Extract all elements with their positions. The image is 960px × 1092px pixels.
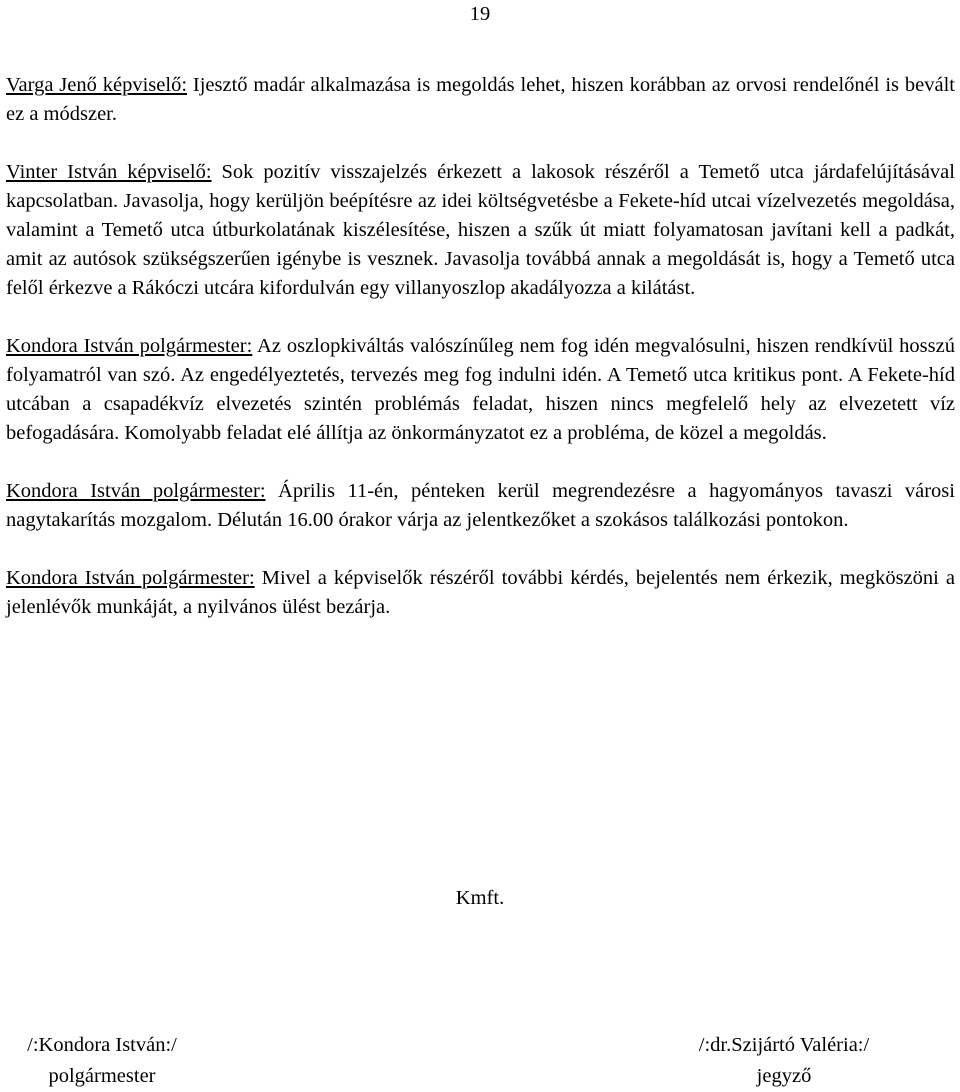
paragraph-text: Április 11-én, pénteken kerül megrendezésre a hagyományos tavaszi városi nagytakarítás mozgalom. Délután 16.00 órakor várja az jelentkezőket a szokásos találkozási pontokon. — [6, 480, 955, 531]
paragraph-varga — [6, 71, 955, 129]
paragraph-text: Sok pozitív visszajelzés érkezett a lakosok részéről a Temető utca járdafelújításával kapcsolatban. Javasolja, hogy kerüljön beépítésre az idei költségvetésbe a Fekete-híd utcai vízelvezetés megoldása, valamint a Temető utca útburkolatának kiszélesítése, hiszen a szűk út miatt folyamatosan javítani kell a padkát, amit az autósok szükségszerűen igénybe is vesznek. Javasolja továbbá annak a megoldását is, hogy a Temető utca felől érkezve a Rákóczi utcára kifordulván egy villanyoszlop akadályozza a kilátást. — [6, 161, 955, 299]
paragraph-vinter — [6, 158, 955, 303]
closing-kmft: Kmft. — [455, 887, 505, 909]
paragraph-kondora-2 — [6, 477, 955, 535]
signature-name: /:Kondora István:/ — [27, 1034, 177, 1056]
paragraph-text: Ijesztő madár alkalmazása is megoldás lehet, hiszen korábban az orvosi rendelőnél is bevált ez a módszer. — [6, 74, 955, 125]
signature-notary — [668, 1030, 900, 1092]
paragraph-kondora-3 — [6, 564, 955, 622]
signature-mayor — [6, 1030, 198, 1092]
paragraph-text: Mivel a képviselők részéről további kérdés, bejelentés nem érkezik, megköszöni a jelenlévők munkáját, a nyilvános ülést bezárja. — [6, 567, 955, 618]
signature-title: polgármester — [48, 1065, 156, 1087]
speaker-label: Kondora István polgármester: — [6, 480, 266, 502]
minutes-body — [6, 71, 955, 651]
speaker-label: Kondora István polgármester: — [6, 335, 253, 357]
speaker-label: Vinter István képviselő: — [6, 161, 212, 183]
page-number — [0, 0, 960, 29]
speaker-label: Varga Jenő képviselő: — [6, 74, 188, 96]
paragraph-text: Az oszlopkiváltás valószínűleg nem fog idén megvalósulni, hiszen rendkívül hosszú folyamatról van szó. Az engedélyeztetés, tervezés meg fog indulni idén. A Temető utca kritikus pont. A Fekete-híd utcában a csapadékvíz elvezetés szintén problémás feladat, hiszen nincs megfelelő hely az elvezetett víz befogadására. Komolyabb feladat elé állítja az önkormányzatot ez a probléma, de közel a megoldás. — [6, 335, 955, 444]
speaker-label: Kondora István polgármester: — [6, 567, 255, 589]
signature-title: jegyző — [756, 1065, 812, 1087]
page-number-text: 19 — [469, 3, 491, 25]
paragraph-kondora-1 — [6, 332, 955, 448]
signature-name: /:dr.Szijártó Valéria:/ — [698, 1034, 870, 1056]
